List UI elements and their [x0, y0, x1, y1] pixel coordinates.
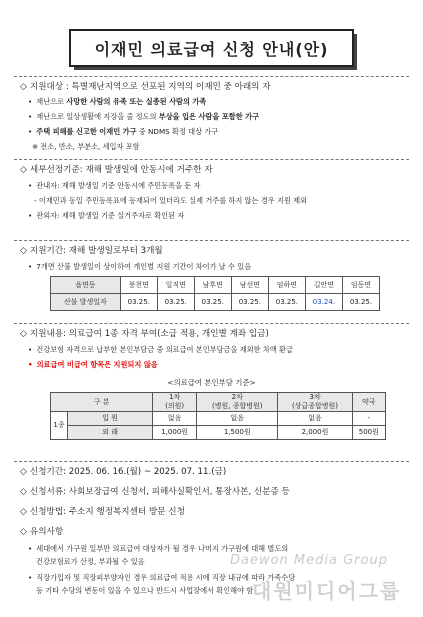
table-cell: 없음 — [153, 412, 197, 426]
table-cell: 03.25. — [157, 294, 194, 311]
table-cell: 1,500원 — [197, 426, 278, 440]
divider — [14, 240, 409, 241]
table-cell: 없음 — [278, 412, 352, 426]
section-content-label: ◇ 지원내용: 의료급여 1종 자격 부여(소급 적용, 개인별 계좌 입금) — [20, 329, 269, 339]
table-cell: 03.25. — [342, 294, 379, 311]
table-cell: 입 원 — [68, 412, 153, 426]
list-item: 등 기타 수당의 변동이 있을 수 있으나 반드시 사업장에서 확인해야 함 — [36, 586, 254, 595]
table-cell: 1차 (의원) — [153, 393, 197, 412]
divider — [14, 323, 409, 324]
table-cell: 1종 — [51, 412, 68, 440]
table-caption: <의료급여 본인부담 기준> — [167, 378, 256, 387]
list-item: 건강보험료가 산정, 부과될 수 있음 — [36, 557, 145, 566]
list-item: • 직장가입자 및 직장피부양자인 경우 의료급여 적용 시에 직장 내규에 따라 가족수당 — [28, 573, 296, 582]
table-cell: - — [352, 412, 385, 426]
section-documents-label: ◇ 신청서류: 사회보장급여 신청서, 피해사실확인서, 통장사본, 신분증 등 — [20, 487, 290, 497]
list-item: • 세대에서 가구원 일부만 의료급여 대상자가 될 경우 나머지 가구원에 대해 별도의 — [28, 544, 289, 553]
copay-table — [50, 392, 386, 440]
list-item: • 7개면 산불 발생일이 상이하여 개인별 지원 기간이 차이가 날 수 있음 — [28, 262, 252, 271]
table-row — [51, 393, 386, 412]
table-cell: 03.25. — [231, 294, 268, 311]
section-criteria-label: ◇ 세부선정기준: 재해 발생일에 안동시에 거주한 자 — [20, 165, 213, 175]
note: ※ 전소, 반소, 부분소, 세입자 포함 — [32, 142, 140, 151]
table-cell: 03.25. — [268, 294, 305, 311]
list-item: • 관외자: 재해 발생일 기준 실거주자로 확인된 자 — [28, 211, 185, 220]
section-eligibility-label: ◇ 지원대상 : 특별재난지역으로 선포된 지역의 이재민 중 아래의 자 — [20, 82, 271, 92]
table-cell: 03.25. — [120, 294, 157, 311]
table-row — [51, 277, 380, 294]
table-cell: 03.25. — [194, 294, 231, 311]
table-cell: 외 래 — [68, 426, 153, 440]
table-cell: 남선면 — [231, 277, 268, 294]
table-cell: 03.24. — [305, 294, 342, 311]
section-period-label: ◇ 지원기간: 재해 발생일로부터 3개월 — [20, 246, 163, 256]
list-item: • 재난으로 사망한 사람의 유족 또는 실종된 사람의 가족 — [28, 97, 207, 106]
divider — [14, 76, 409, 77]
table-cell: 읍면동 — [51, 277, 121, 294]
section-notes-label: ◇ 유의사항 — [20, 527, 64, 537]
list-item: • 관내자: 재해 발생일 기준 안동시에 주민등록을 둔 자 — [28, 181, 201, 190]
fire-date-table — [50, 276, 380, 311]
list-item: • 건강보험 자격으로 납부한 본인부담금 중 의료급여 본인부담금을 제외한 차액 환급 — [28, 345, 293, 354]
table-cell: 길안면 — [305, 277, 342, 294]
table-row — [51, 426, 386, 440]
watermark-logo: 대원미디어그룹 — [252, 579, 402, 603]
list-item: - 이재민과 동일 주민등록표에 등재되어 있더라도 실제 거주를 하지 않는 경우 지원 제외 — [34, 196, 308, 205]
list-item: • 재난으로 일상생활에 지장을 줄 정도의 부상을 입은 사람을 포함한 가구 — [28, 112, 260, 121]
table-cell: 1,000원 — [153, 426, 197, 440]
table-cell: 3차 (상급종합병원) — [278, 393, 352, 412]
table-cell: 임하면 — [268, 277, 305, 294]
table-cell: 없음 — [197, 412, 278, 426]
table-cell: 2,000원 — [278, 426, 352, 440]
table-cell: 500원 — [352, 426, 385, 440]
table-cell: 2차 (병원, 종합병원) — [197, 393, 278, 412]
table-row — [51, 294, 380, 311]
page-title: 이재민 의료급여 신청 안내(안) — [69, 29, 354, 67]
section-method-label: ◇ 신청방법: 주소지 행정복지센터 방문 신청 — [20, 507, 185, 517]
table-cell: 산불 발생일자 — [51, 294, 121, 311]
table-cell: 구 분 — [51, 393, 153, 412]
table-cell: 약국 — [352, 393, 385, 412]
section-apply-period-label: ◇ 신청기간: 2025. 06. 16.(월) ~ 2025. 07. 11.(금) — [20, 467, 227, 477]
table-row — [51, 412, 386, 426]
divider — [14, 159, 409, 160]
warning-item: • 의료급여 비급여 항목은 지원되지 않음 — [28, 360, 158, 369]
table-cell: 일직면 — [157, 277, 194, 294]
divider — [14, 461, 409, 462]
watermark-text: Daewon Media Group — [230, 553, 388, 568]
table-cell: 임동면 — [342, 277, 379, 294]
table-cell: 남후면 — [194, 277, 231, 294]
table-cell: 풍천면 — [120, 277, 157, 294]
list-item: • 주택 피해를 신고한 이재민 가구 중 NDMS 확정 대상 가구 — [28, 127, 219, 136]
